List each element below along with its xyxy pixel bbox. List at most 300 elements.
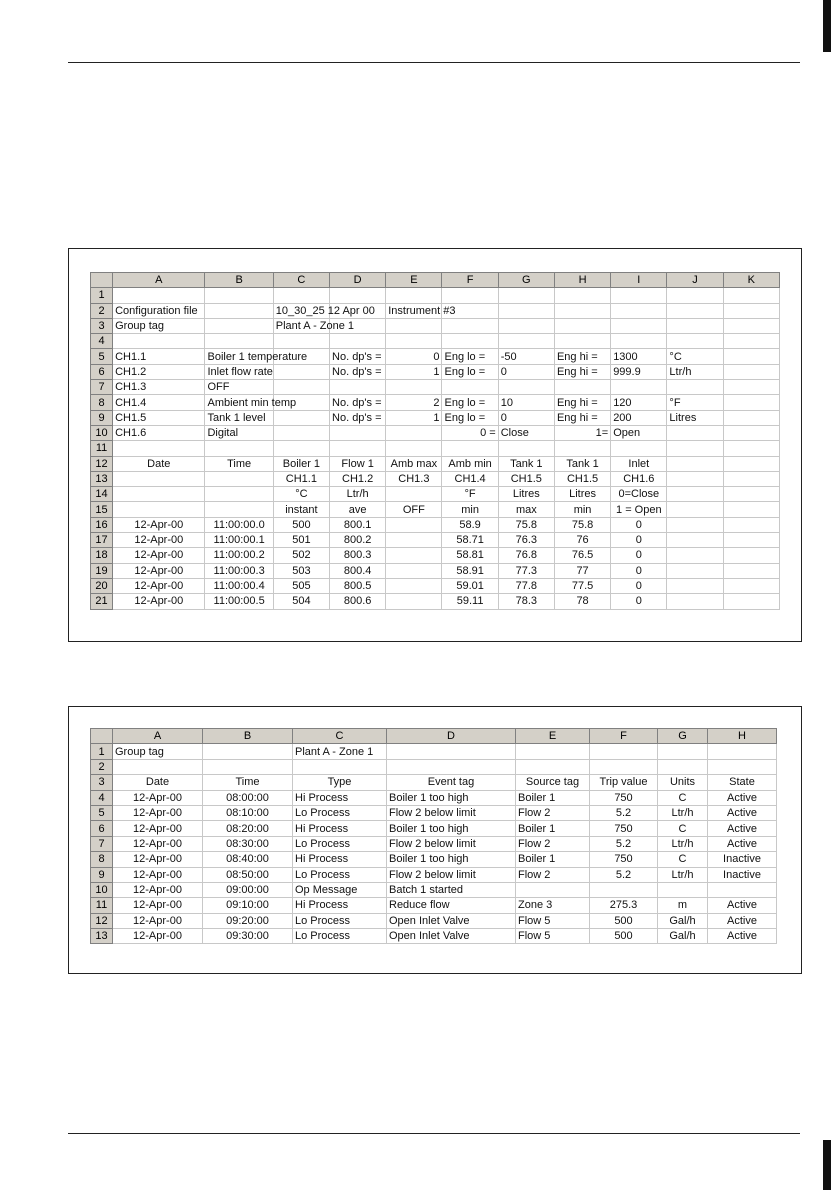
column-header-g[interactable]: G (658, 729, 708, 744)
cell-j5[interactable]: °C (667, 349, 723, 364)
column-header-e[interactable]: E (516, 729, 590, 744)
cell-k9[interactable] (723, 410, 779, 425)
cell-h20[interactable]: 77.5 (554, 578, 610, 593)
column-header-b[interactable]: B (205, 273, 273, 288)
cell-h2[interactable] (708, 759, 777, 774)
cell-j14[interactable] (667, 487, 723, 502)
cell-h6[interactable]: Active (708, 821, 777, 836)
cell-g12[interactable]: Tank 1 (498, 456, 554, 471)
cell-c11[interactable]: Hi Process (293, 898, 387, 913)
cell-b11[interactable]: 09:10:00 (203, 898, 293, 913)
row-header[interactable]: 1 (91, 288, 113, 303)
cell-c6[interactable]: Hi Process (293, 821, 387, 836)
cell-c16[interactable]: 500 (273, 517, 329, 532)
cell-c10[interactable] (273, 425, 329, 440)
cell-a16[interactable]: 12-Apr-00 (113, 517, 205, 532)
cell-h18[interactable]: 76.5 (554, 548, 610, 563)
cell-h1[interactable] (554, 288, 610, 303)
cell-d12[interactable]: Flow 1 (330, 456, 386, 471)
cell-k20[interactable] (723, 578, 779, 593)
cell-k14[interactable] (723, 487, 779, 502)
cell-j8[interactable]: °F (667, 395, 723, 410)
cell-a2[interactable]: Configuration file (113, 303, 205, 318)
cell-h5[interactable]: Active (708, 805, 777, 820)
cell-e3[interactable]: Source tag (516, 775, 590, 790)
cell-b15[interactable] (205, 502, 273, 517)
row-header[interactable]: 4 (91, 334, 113, 349)
cell-f12[interactable]: 500 (590, 913, 658, 928)
cell-j21[interactable] (667, 594, 723, 609)
cell-e21[interactable] (386, 594, 442, 609)
cell-a9[interactable]: 12-Apr-00 (113, 867, 203, 882)
cell-j11[interactable] (667, 441, 723, 456)
cell-k18[interactable] (723, 548, 779, 563)
cell-a4[interactable]: 12-Apr-00 (113, 790, 203, 805)
cell-h9[interactable]: Eng hi = (554, 410, 610, 425)
row-header[interactable]: 14 (91, 487, 113, 502)
column-header-f[interactable]: F (442, 273, 498, 288)
cell-c8[interactable]: Hi Process (293, 852, 387, 867)
cell-f4[interactable] (442, 334, 498, 349)
cell-h13[interactable]: Active (708, 929, 777, 944)
cell-h3[interactable]: State (708, 775, 777, 790)
cell-j13[interactable] (667, 471, 723, 486)
cell-g10[interactable] (658, 882, 708, 897)
cell-d6[interactable]: Boiler 1 too high (387, 821, 516, 836)
cell-e20[interactable] (386, 578, 442, 593)
cell-f6[interactable]: 750 (590, 821, 658, 836)
cell-f8[interactable]: 750 (590, 852, 658, 867)
cell-f18[interactable]: 58.81 (442, 548, 498, 563)
cell-j12[interactable] (667, 456, 723, 471)
cell-g19[interactable]: 77.3 (498, 563, 554, 578)
cell-e7[interactable]: Flow 2 (516, 836, 590, 851)
cell-d9[interactable]: Flow 2 below limit (387, 867, 516, 882)
cell-j15[interactable] (667, 502, 723, 517)
row-header[interactable]: 12 (91, 913, 113, 928)
cell-g5[interactable]: Ltr/h (658, 805, 708, 820)
cell-c10[interactable]: Op Message (293, 882, 387, 897)
cell-b16[interactable]: 11:00:00.0 (205, 517, 273, 532)
cell-f9[interactable]: Eng lo = (442, 410, 498, 425)
cell-e13[interactable]: CH1.3 (386, 471, 442, 486)
cell-f20[interactable]: 59.01 (442, 578, 498, 593)
row-header[interactable]: 16 (91, 517, 113, 532)
cell-g6[interactable]: C (658, 821, 708, 836)
cell-e2[interactable]: Instrument #3 (386, 303, 442, 318)
cell-g20[interactable]: 77.8 (498, 578, 554, 593)
column-header-c[interactable]: C (273, 273, 329, 288)
cell-g8[interactable]: 10 (498, 395, 554, 410)
column-header-i[interactable]: I (611, 273, 667, 288)
cell-a10[interactable]: CH1.6 (113, 425, 205, 440)
cell-g12[interactable]: Gal/h (658, 913, 708, 928)
cell-d20[interactable]: 800.5 (330, 578, 386, 593)
cell-k15[interactable] (723, 502, 779, 517)
cell-e4[interactable] (386, 334, 442, 349)
row-header[interactable]: 18 (91, 548, 113, 563)
cell-e17[interactable] (386, 533, 442, 548)
column-header-k[interactable]: K (723, 273, 779, 288)
row-header[interactable]: 5 (91, 805, 113, 820)
cell-b3[interactable]: Time (203, 775, 293, 790)
cell-d17[interactable]: 800.2 (330, 533, 386, 548)
cell-k5[interactable] (723, 349, 779, 364)
cell-e8[interactable]: Boiler 1 (516, 852, 590, 867)
cell-d13[interactable]: Open Inlet Valve (387, 929, 516, 944)
cell-d10[interactable]: Batch 1 started (387, 882, 516, 897)
cell-i6[interactable]: 999.9 (611, 364, 667, 379)
cell-c13[interactable]: Lo Process (293, 929, 387, 944)
cell-h14[interactable]: Litres (554, 487, 610, 502)
cell-j20[interactable] (667, 578, 723, 593)
row-header[interactable]: 17 (91, 533, 113, 548)
row-header[interactable]: 11 (91, 898, 113, 913)
cell-e1[interactable] (516, 744, 590, 759)
cell-i3[interactable] (611, 318, 667, 333)
cell-e14[interactable] (386, 487, 442, 502)
row-header[interactable]: 20 (91, 578, 113, 593)
cell-f13[interactable]: CH1.4 (442, 471, 498, 486)
cell-e6[interactable]: 1 (386, 364, 442, 379)
cell-f4[interactable]: 750 (590, 790, 658, 805)
cell-c13[interactable]: CH1.1 (273, 471, 329, 486)
cell-f3[interactable] (442, 318, 498, 333)
cell-i8[interactable]: 120 (611, 395, 667, 410)
cell-a3[interactable]: Date (113, 775, 203, 790)
cell-a3[interactable]: Group tag (113, 318, 205, 333)
cell-k11[interactable] (723, 441, 779, 456)
cell-d4[interactable]: Boiler 1 too high (387, 790, 516, 805)
column-header-h[interactable]: H (554, 273, 610, 288)
cell-a7[interactable]: 12-Apr-00 (113, 836, 203, 851)
cell-b9[interactable]: Tank 1 level (205, 410, 273, 425)
cell-d5[interactable]: No. dp's = (330, 349, 386, 364)
cell-h16[interactable]: 75.8 (554, 517, 610, 532)
cell-b13[interactable] (205, 471, 273, 486)
cell-h10[interactable]: 1= (554, 425, 610, 440)
cell-i17[interactable]: 0 (611, 533, 667, 548)
cell-g14[interactable]: Litres (498, 487, 554, 502)
cell-a5[interactable]: CH1.1 (113, 349, 205, 364)
cell-d1[interactable] (330, 288, 386, 303)
cell-b5[interactable]: 08:10:00 (203, 805, 293, 820)
cell-a6[interactable]: CH1.2 (113, 364, 205, 379)
cell-g17[interactable]: 76.3 (498, 533, 554, 548)
cell-c7[interactable]: Lo Process (293, 836, 387, 851)
cell-g2[interactable] (498, 303, 554, 318)
cell-g7[interactable] (498, 380, 554, 395)
cell-e6[interactable]: Boiler 1 (516, 821, 590, 836)
cell-b13[interactable]: 09:30:00 (203, 929, 293, 944)
row-header[interactable]: 9 (91, 867, 113, 882)
cell-g3[interactable] (498, 318, 554, 333)
cell-a10[interactable]: 12-Apr-00 (113, 882, 203, 897)
row-header[interactable]: 12 (91, 456, 113, 471)
cell-h1[interactable] (708, 744, 777, 759)
cell-i18[interactable]: 0 (611, 548, 667, 563)
cell-h2[interactable] (554, 303, 610, 318)
row-header[interactable]: 21 (91, 594, 113, 609)
cell-h8[interactable]: Eng hi = (554, 395, 610, 410)
cell-b21[interactable]: 11:00:00.5 (205, 594, 273, 609)
cell-c2[interactable] (293, 759, 387, 774)
cell-a8[interactable]: CH1.4 (113, 395, 205, 410)
cell-a8[interactable]: 12-Apr-00 (113, 852, 203, 867)
cell-b6[interactable]: Inlet flow rate (205, 364, 273, 379)
row-header[interactable]: 1 (91, 744, 113, 759)
cell-h7[interactable]: Active (708, 836, 777, 851)
cell-d7[interactable]: Flow 2 below limit (387, 836, 516, 851)
cell-b10[interactable]: 09:00:00 (203, 882, 293, 897)
cell-a11[interactable] (113, 441, 205, 456)
cell-b6[interactable]: 08:20:00 (203, 821, 293, 836)
cell-d2[interactable] (387, 759, 516, 774)
cell-f11[interactable] (442, 441, 498, 456)
cell-e18[interactable] (386, 548, 442, 563)
cell-g10[interactable]: Close (498, 425, 554, 440)
cell-e2[interactable] (516, 759, 590, 774)
cell-h11[interactable]: Active (708, 898, 777, 913)
cell-h11[interactable] (554, 441, 610, 456)
cell-k6[interactable] (723, 364, 779, 379)
cell-j9[interactable]: Litres (667, 410, 723, 425)
cell-d3[interactable]: Event tag (387, 775, 516, 790)
cell-i20[interactable]: 0 (611, 578, 667, 593)
cell-f6[interactable]: Eng lo = (442, 364, 498, 379)
cell-g9[interactable]: Ltr/h (658, 867, 708, 882)
column-header-f[interactable]: F (590, 729, 658, 744)
cell-h8[interactable]: Inactive (708, 852, 777, 867)
cell-h7[interactable] (554, 380, 610, 395)
cell-a13[interactable]: 12-Apr-00 (113, 929, 203, 944)
cell-d7[interactable] (330, 380, 386, 395)
cell-c9[interactable] (273, 410, 329, 425)
cell-f10[interactable] (590, 882, 658, 897)
cell-c17[interactable]: 501 (273, 533, 329, 548)
row-header[interactable]: 3 (91, 775, 113, 790)
cell-f5[interactable]: Eng lo = (442, 349, 498, 364)
cell-f3[interactable]: Trip value (590, 775, 658, 790)
cell-e12[interactable]: Amb max (386, 456, 442, 471)
column-header-e[interactable]: E (386, 273, 442, 288)
cell-k10[interactable] (723, 425, 779, 440)
cell-d13[interactable]: CH1.2 (330, 471, 386, 486)
row-header[interactable]: 7 (91, 836, 113, 851)
cell-e7[interactable] (386, 380, 442, 395)
cell-b4[interactable] (205, 334, 273, 349)
cell-h3[interactable] (554, 318, 610, 333)
column-header-b[interactable]: B (203, 729, 293, 744)
cell-k2[interactable] (723, 303, 779, 318)
cell-a1[interactable]: Group tag (113, 744, 203, 759)
row-header[interactable]: 15 (91, 502, 113, 517)
cell-b11[interactable] (205, 441, 273, 456)
cell-h12[interactable]: Tank 1 (554, 456, 610, 471)
cell-e11[interactable] (386, 441, 442, 456)
cell-c7[interactable] (273, 380, 329, 395)
cell-f7[interactable] (442, 380, 498, 395)
cell-c4[interactable] (273, 334, 329, 349)
cell-d4[interactable] (330, 334, 386, 349)
row-header[interactable]: 4 (91, 790, 113, 805)
cell-f13[interactable]: 500 (590, 929, 658, 944)
row-header[interactable]: 2 (91, 759, 113, 774)
cell-j2[interactable] (667, 303, 723, 318)
cell-c12[interactable]: Boiler 1 (273, 456, 329, 471)
cell-b18[interactable]: 11:00:00.2 (205, 548, 273, 563)
cell-h10[interactable] (708, 882, 777, 897)
cell-k13[interactable] (723, 471, 779, 486)
cell-c2[interactable]: 10_30_25 12 Apr 00 (273, 303, 329, 318)
cell-f8[interactable]: Eng lo = (442, 395, 498, 410)
cell-f9[interactable]: 5.2 (590, 867, 658, 882)
cell-g16[interactable]: 75.8 (498, 517, 554, 532)
cell-e5[interactable]: 0 (386, 349, 442, 364)
cell-d8[interactable]: No. dp's = (330, 395, 386, 410)
cell-k17[interactable] (723, 533, 779, 548)
cell-d6[interactable]: No. dp's = (330, 364, 386, 379)
cell-b3[interactable] (205, 318, 273, 333)
row-header[interactable]: 3 (91, 318, 113, 333)
cell-j4[interactable] (667, 334, 723, 349)
cell-g13[interactable]: CH1.5 (498, 471, 554, 486)
cell-d18[interactable]: 800.3 (330, 548, 386, 563)
cell-b20[interactable]: 11:00:00.4 (205, 578, 273, 593)
cell-f1[interactable] (590, 744, 658, 759)
row-header[interactable]: 8 (91, 395, 113, 410)
row-header[interactable]: 6 (91, 364, 113, 379)
cell-f14[interactable]: °F (442, 487, 498, 502)
cell-a14[interactable] (113, 487, 205, 502)
cell-d15[interactable]: ave (330, 502, 386, 517)
cell-f21[interactable]: 59.11 (442, 594, 498, 609)
cell-c1[interactable] (273, 288, 329, 303)
cell-h15[interactable]: min (554, 502, 610, 517)
cell-b7[interactable]: OFF (205, 380, 273, 395)
cell-a18[interactable]: 12-Apr-00 (113, 548, 205, 563)
cell-a13[interactable] (113, 471, 205, 486)
cell-b8[interactable]: Ambient min temp (205, 395, 273, 410)
row-header[interactable]: 8 (91, 852, 113, 867)
cell-a17[interactable]: 12-Apr-00 (113, 533, 205, 548)
cell-c18[interactable]: 502 (273, 548, 329, 563)
cell-a4[interactable] (113, 334, 205, 349)
cell-e15[interactable]: OFF (386, 502, 442, 517)
cell-g4[interactable] (498, 334, 554, 349)
select-all-corner[interactable] (91, 273, 113, 288)
cell-e10[interactable] (516, 882, 590, 897)
cell-h13[interactable]: CH1.5 (554, 471, 610, 486)
cell-e4[interactable]: Boiler 1 (516, 790, 590, 805)
cell-i14[interactable]: 0=Close (611, 487, 667, 502)
select-all-corner[interactable] (91, 729, 113, 744)
cell-a9[interactable]: CH1.5 (113, 410, 205, 425)
cell-f1[interactable] (442, 288, 498, 303)
cell-f10[interactable]: 0 = (442, 425, 498, 440)
row-header[interactable]: 19 (91, 563, 113, 578)
cell-h9[interactable]: Inactive (708, 867, 777, 882)
row-header[interactable]: 7 (91, 380, 113, 395)
cell-a12[interactable]: Date (113, 456, 205, 471)
column-header-a[interactable]: A (113, 729, 203, 744)
cell-h4[interactable]: Active (708, 790, 777, 805)
cell-b4[interactable]: 08:00:00 (203, 790, 293, 805)
cell-i19[interactable]: 0 (611, 563, 667, 578)
cell-i12[interactable]: Inlet (611, 456, 667, 471)
cell-f16[interactable]: 58.9 (442, 517, 498, 532)
cell-e19[interactable] (386, 563, 442, 578)
cell-e1[interactable] (386, 288, 442, 303)
cell-k3[interactable] (723, 318, 779, 333)
cell-j7[interactable] (667, 380, 723, 395)
cell-g6[interactable]: 0 (498, 364, 554, 379)
row-header[interactable]: 5 (91, 349, 113, 364)
cell-h4[interactable] (554, 334, 610, 349)
cell-b19[interactable]: 11:00:00.3 (205, 563, 273, 578)
cell-g2[interactable] (658, 759, 708, 774)
cell-a7[interactable]: CH1.3 (113, 380, 205, 395)
cell-a15[interactable] (113, 502, 205, 517)
cell-d5[interactable]: Flow 2 below limit (387, 805, 516, 820)
cell-e16[interactable] (386, 517, 442, 532)
column-header-d[interactable]: D (330, 273, 386, 288)
cell-i5[interactable]: 1300 (611, 349, 667, 364)
cell-j3[interactable] (667, 318, 723, 333)
cell-b8[interactable]: 08:40:00 (203, 852, 293, 867)
cell-c21[interactable]: 504 (273, 594, 329, 609)
cell-c3[interactable]: Type (293, 775, 387, 790)
cell-b2[interactable] (205, 303, 273, 318)
cell-b10[interactable]: Digital (205, 425, 273, 440)
cell-k12[interactable] (723, 456, 779, 471)
cell-f17[interactable]: 58.71 (442, 533, 498, 548)
cell-g9[interactable]: 0 (498, 410, 554, 425)
cell-j1[interactable] (667, 288, 723, 303)
cell-f5[interactable]: 5.2 (590, 805, 658, 820)
cell-c14[interactable]: °C (273, 487, 329, 502)
cell-h12[interactable]: Active (708, 913, 777, 928)
cell-a12[interactable]: 12-Apr-00 (113, 913, 203, 928)
cell-g11[interactable] (498, 441, 554, 456)
cell-g7[interactable]: Ltr/h (658, 836, 708, 851)
cell-b2[interactable] (203, 759, 293, 774)
cell-c19[interactable]: 503 (273, 563, 329, 578)
cell-h6[interactable]: Eng hi = (554, 364, 610, 379)
cell-d8[interactable]: Boiler 1 too high (387, 852, 516, 867)
column-header-g[interactable]: G (498, 273, 554, 288)
cell-g1[interactable] (658, 744, 708, 759)
cell-d10[interactable] (330, 425, 386, 440)
cell-e9[interactable]: 1 (386, 410, 442, 425)
cell-d1[interactable] (387, 744, 516, 759)
cell-a2[interactable] (113, 759, 203, 774)
column-header-c[interactable]: C (293, 729, 387, 744)
cell-b1[interactable] (205, 288, 273, 303)
row-header[interactable]: 10 (91, 425, 113, 440)
cell-d12[interactable]: Open Inlet Valve (387, 913, 516, 928)
cell-f12[interactable]: Amb min (442, 456, 498, 471)
cell-g21[interactable]: 78.3 (498, 594, 554, 609)
cell-i7[interactable] (611, 380, 667, 395)
cell-h5[interactable]: Eng hi = (554, 349, 610, 364)
cell-k7[interactable] (723, 380, 779, 395)
cell-d9[interactable]: No. dp's = (330, 410, 386, 425)
cell-i11[interactable] (611, 441, 667, 456)
cell-c15[interactable]: instant (273, 502, 329, 517)
cell-g13[interactable]: Gal/h (658, 929, 708, 944)
cell-g3[interactable]: Units (658, 775, 708, 790)
